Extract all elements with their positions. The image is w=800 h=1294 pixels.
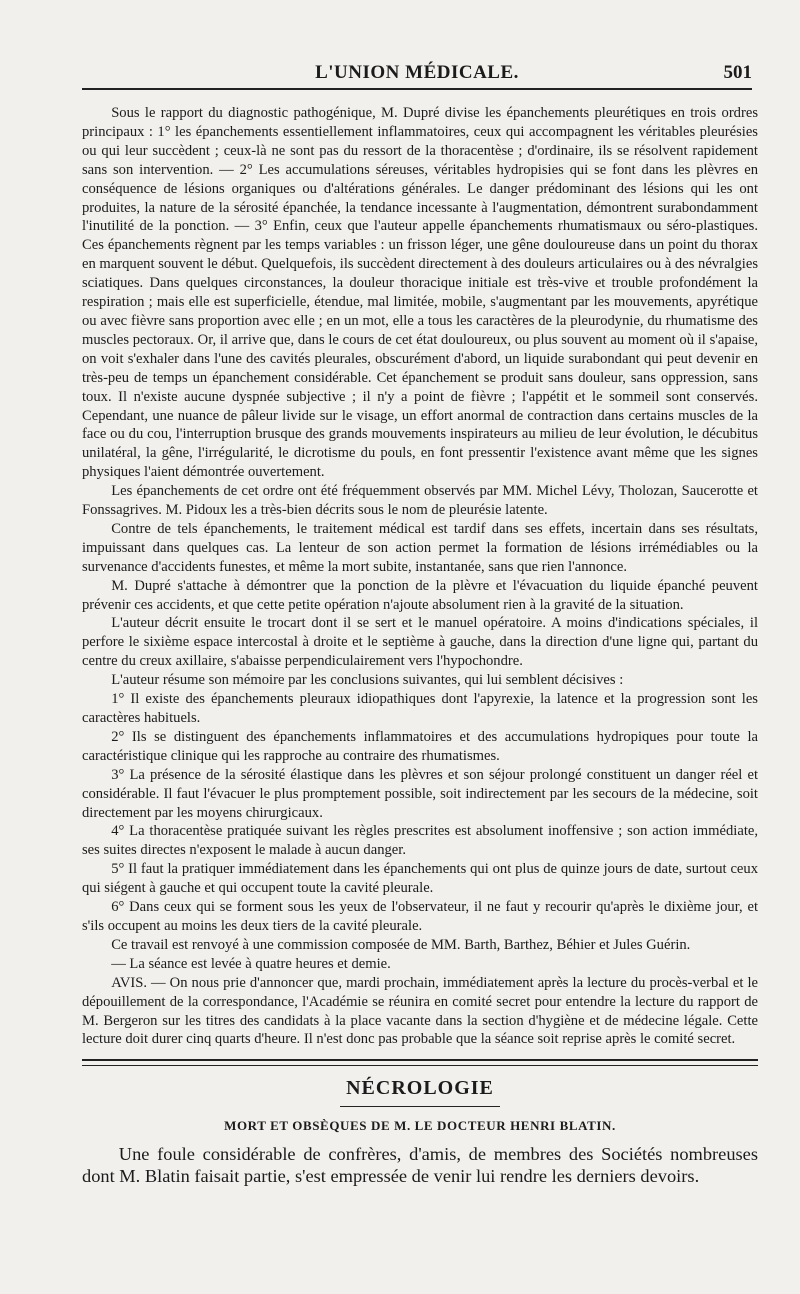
heading-rule	[340, 1106, 500, 1107]
conclusion-item-2: 2° Ils se distinguent des épanchements inflammatoires et des accumulations hydropiques pour toute la caractéristique clinique qui les rapproche au contraire des rhumatismes.	[82, 728, 758, 764]
paragraph-ponction: M. Dupré s'attache à démontrer que la ponction de la plèvre et l'évacuation du liquide épanché peuvent prévenir ces accidents, et que cette petite opération n'ajoute absolument rien à la gravité de la situation.	[82, 577, 758, 613]
conclusion-item-4: 4° La thoracentèse pratiquée suivant les règles prescrites est absolument inoffensive ; son action immédiate, ses suites directes n'exposent le malade à aucun danger.	[82, 823, 758, 859]
necrologie-heading: NÉCROLOGIE	[346, 1077, 494, 1100]
page-header	[82, 58, 752, 90]
necrologie-lead: Une foule considérable de confrères, d'amis, de membres des Sociétés nombreuses dont M. Blatin faisait partie, s'est empressée de venir lui rendre les derniers devoirs.	[82, 1144, 758, 1187]
necrologie-subtitle: MORT ET OBSÈQUES DE M. LE DOCTEUR HENRI BLATIN.	[224, 1118, 616, 1134]
article-body	[82, 104, 758, 1187]
paragraph-treatment: Contre de tels épanchements, le traitement médical est tardif dans ses effets, incertain dans ses résultats, impuissant dans quelques cas. La lenteur de son action permet la formation de lésions irrémédiables ou la survenance d'accidents funestes, et même la mort subite, instantanée, sans que rien l'annonce.	[82, 520, 758, 575]
journal-title: L'UNION MÉDICALE.	[315, 62, 519, 83]
paragraph-avis: AVIS. — On nous prie d'annoncer que, mardi prochain, immédiatement après la lecture du procès-verbal et le dépouillement de la correspondance, l'Académie se réunira en comité secret pour entendre la lecture du rapport de M. Bergeron sur les titres des candidats à la place vacante dans la section d'hygiène et de médecine légale. Cette lecture doit durer cinq quarts d'heure. Il n'est donc pas probable que la séance soit reprise après le comité secret.	[82, 974, 758, 1048]
conclusion-item-3: 3° La présence de la sérosité élastique dans les plèvres et son séjour prolongé constituent un danger réel et considérable. Il faut l'évacuer le plus promptement possible, soit indirectement par les secours de la médecine, soit directement par les moyens chirurgicaux.	[82, 766, 758, 821]
section-divider	[82, 1059, 758, 1066]
conclusion-item-1: 1° Il existe des épanchements pleuraux idiopathiques dont l'apyrexie, la latence et la progression sont les caractères habituels.	[82, 691, 758, 726]
paragraph-trocart: L'auteur décrit ensuite le trocart dont il se sert et le manuel opératoire. A moins d'indications spéciales, il perfore le sixième espace intercostal à droite et le septième à gauche, dans la direction d'une ligne qui, partant du centre du creux axillaire, s'abaisse perpendiculairement vers l'hypochondre.	[82, 615, 758, 670]
paragraph-observers: Les épanchements de cet ordre ont été fréquemment observés par MM. Michel Lévy, Tholozan, Saucerotte et Fonssagrives. M. Pidoux les a très-bien décrits sous le nom de pleurésie latente.	[82, 483, 758, 519]
paragraph-commission: Ce travail est renvoyé à une commission composée de MM. Barth, Barthez, Béhier et Jules Guérin.	[111, 936, 691, 953]
paragraph-seance-levee: — La séance est levée à quatre heures et demie.	[111, 955, 391, 972]
paragraph-conclusions-intro: L'auteur résume son mémoire par les conclusions suivantes, qui lui semblent décisives :	[111, 672, 624, 689]
page-number: 501	[723, 62, 752, 83]
paragraph-diagnostic: Sous le rapport du diagnostic pathogénique, M. Dupré divise les épanchements pleurétiques en trois ordres principaux : 1° les épanchements essentiellement inflammatoires, ceux qui accompagnent les véritables pleurésies ou qui leur succèdent ; ceux-là ne sont pas du ressort de la thoracentèse ; d'ordinaire, ils se résolvent rapidement sans son intervention. — 2° Les accumulations séreuses, véritables hydropisies qui se font dans les plèvres en conséquence de lésions organiques ou d'altérations générales. Le danger prédominant des lésions qui les ont produites, la nature de la sérosité épanchée, la tendance incessante à l'augmentation, démontrent surabondamment l'inutilité de la ponction. — 3° Enfin, ceux que l'auteur appelle épanchements rhumatismaux ou séro-plastiques. Ces épanchements règnent par les temps variables : un frisson léger, une gêne douloureuse dans un point du thorax en marquent souvent le début. Quelquefois, ils succèdent directement à des douleurs articulaires ou à des névralgies sciatiques. Dans quelques circonstances, la douleur thoracique initiale est très-vive et trouble profondément la respiration ; mais elle est superficielle, étendue, mal limitée, mobile, s'augmentant par les mouvements, apyrétique ou avec fièvre sans proportion avec elle ; en un mot, elle a tous les caractères de la pleurodynie, du rhumatisme des muscles pectoraux. Or, il arrive que, dans le cours de cet état douloureux, ou plus souvent au moment où il s'apaise, on voit s'exhaler dans l'une des cavités pleurales, obscurément d'abord, un liquide surabondant qui peut devenir en très-peu de temps un épanchement considérable. Cet épanchement se produit sans douleur, sans oppression, sans toux. Il n'existe aucune dyspnée subjective ; il n'y a point de fièvre ; l'appétit et le sommeil sont conservés. Cependant, une nuance de pâleur livide sur le visage, un effort anormal de contraction dans certains muscles de la face ou du cou, l'interruption brusque des grands mouvements inspirateurs au milieu de leur évolution, le décubitus unilatéral, la gêne, l'irrégularité, le dicrotisme du pouls, en font pressentir l'existence avant même que les signes physiques l'aient démontrée ouvertement.	[82, 105, 758, 481]
header-rule	[82, 88, 752, 90]
conclusion-item-5: 5° Il faut la pratiquer immédiatement dans les épanchements qui ont plus de quinze jours de date, surtout ceux qui siégent à gauche et qui occupent toute la cavité pleurale.	[82, 861, 758, 897]
conclusion-item-6: 6° Dans ceux qui se forment sous les yeux de l'observateur, il ne faut y recourir qu'après le dixième jour, et s'ils occupent au moins les deux tiers de la cavité pleurale.	[82, 899, 758, 934]
